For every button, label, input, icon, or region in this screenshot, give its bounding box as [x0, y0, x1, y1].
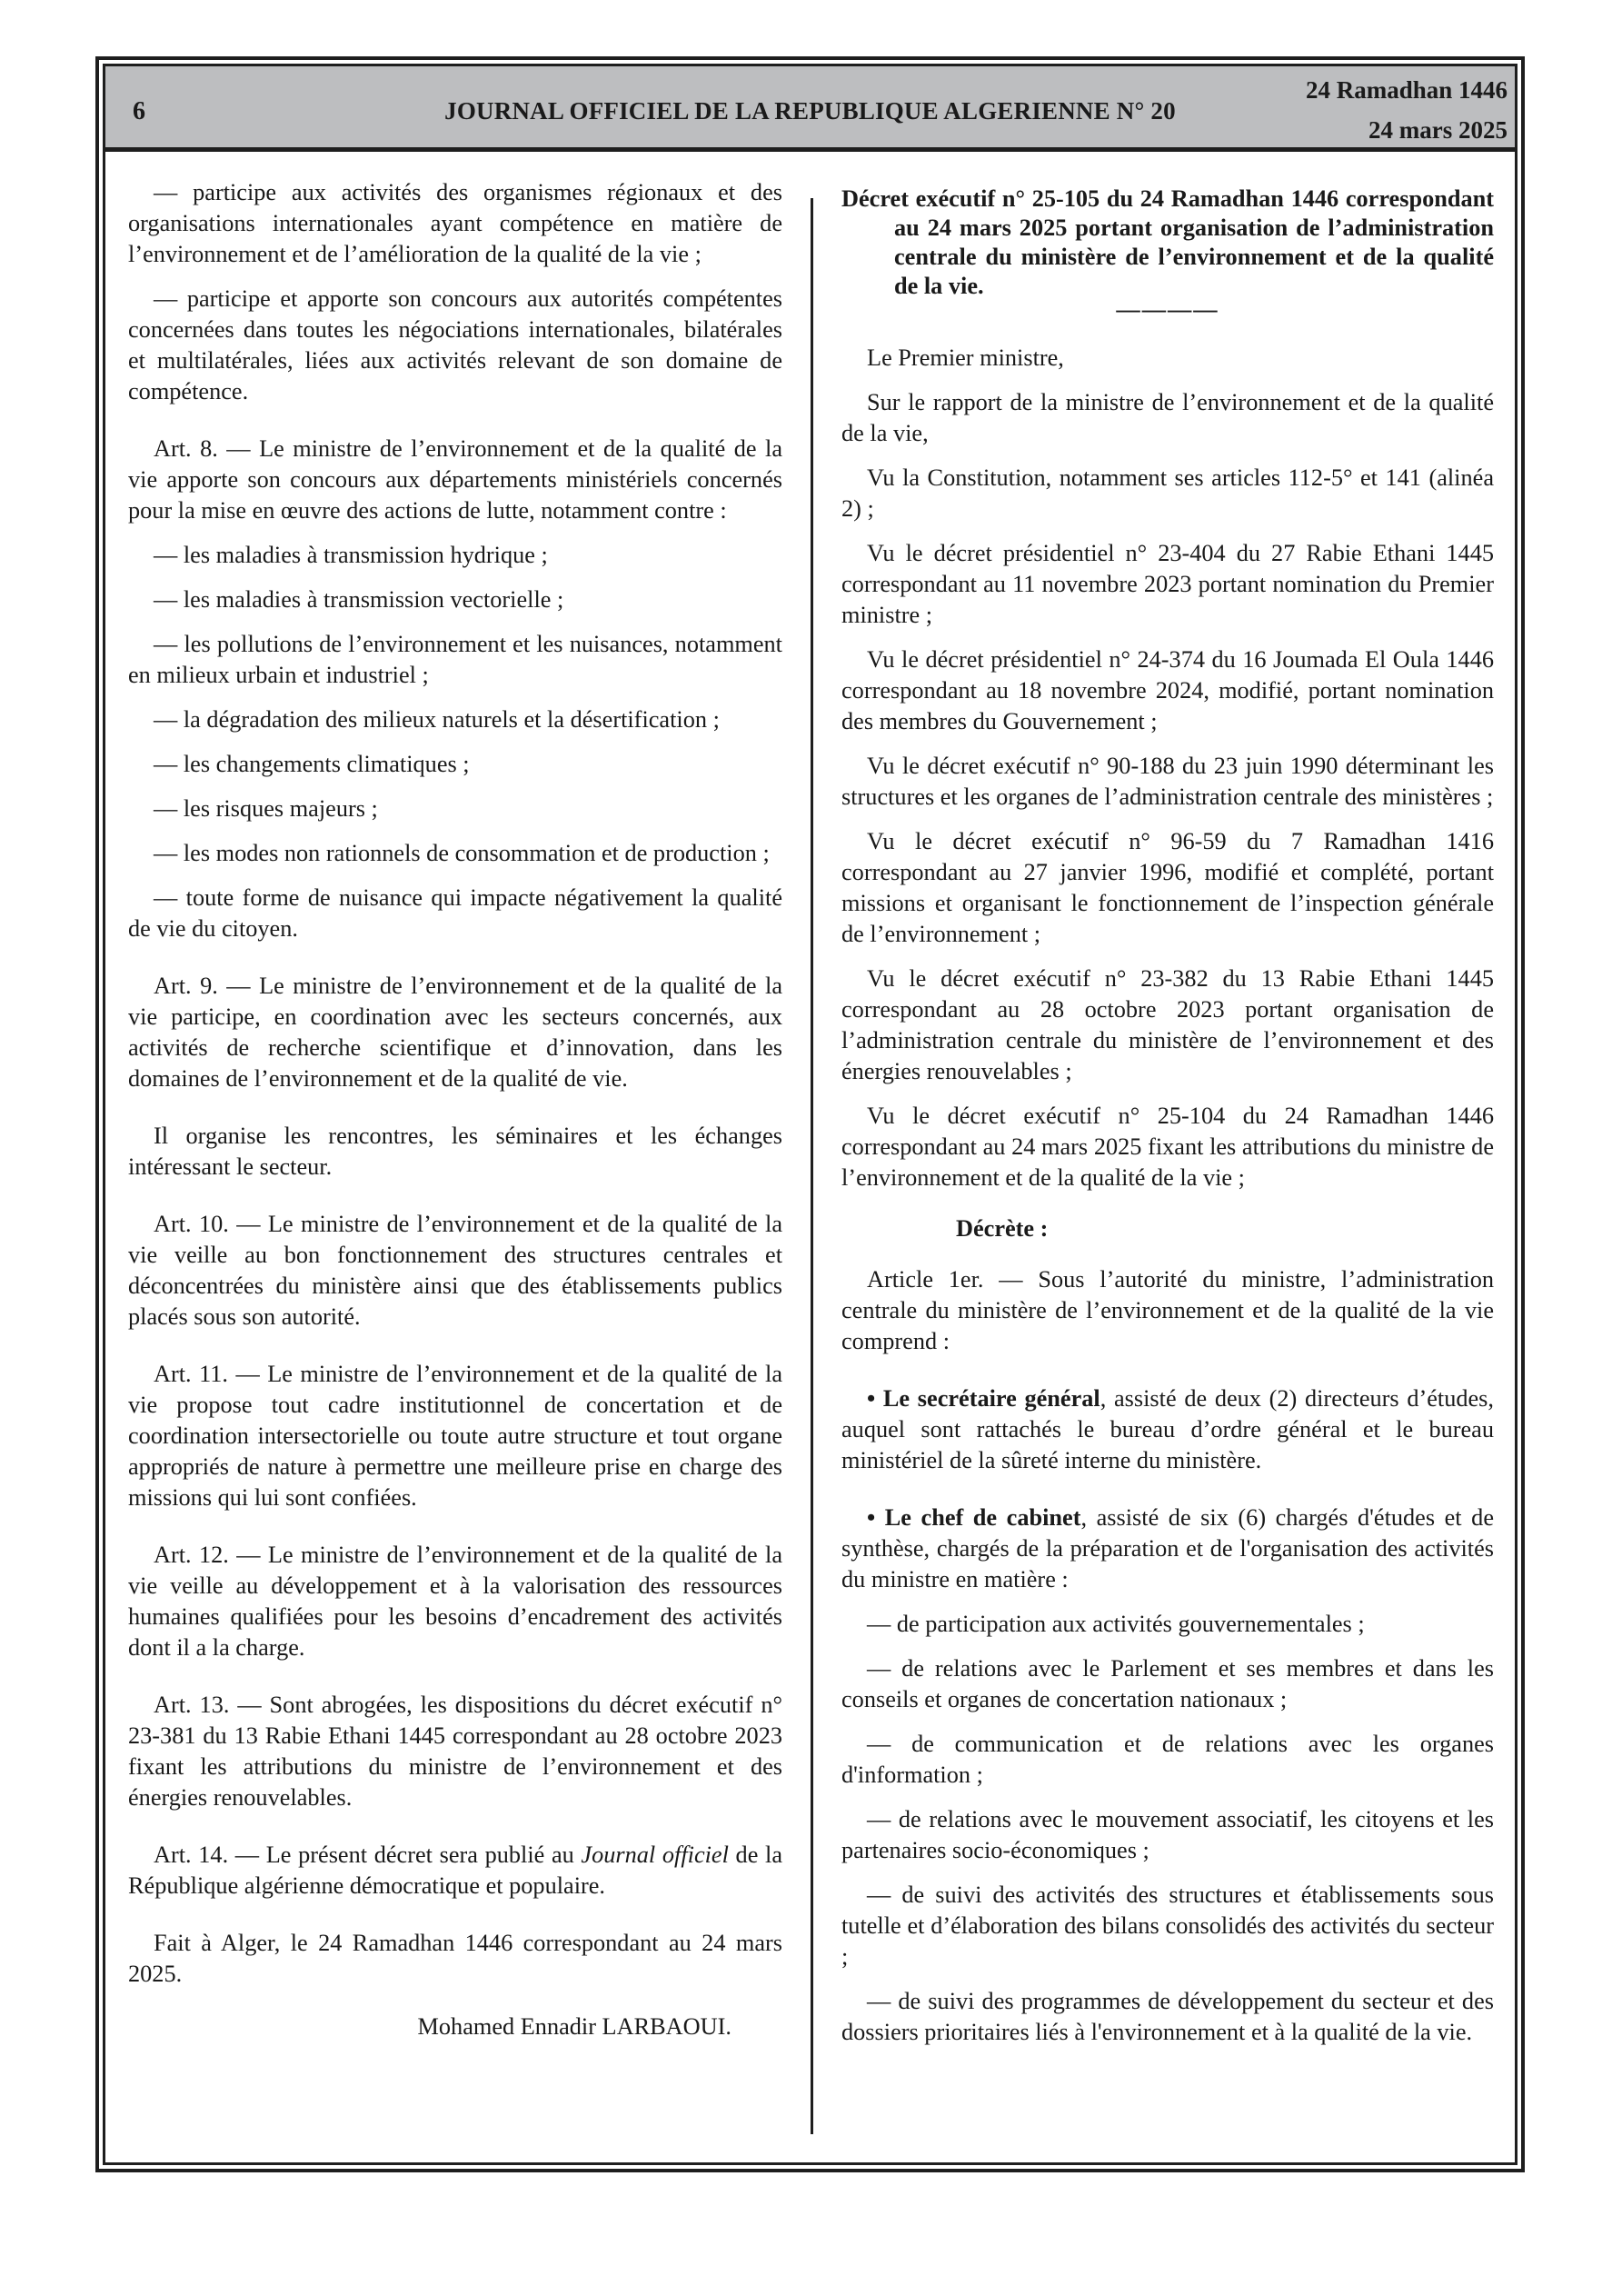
article-9-paragraph-2: Il organise les rencontres, les séminaires et les échanges intéressant le secteur.: [128, 1123, 782, 1180]
visa: Vu la Constitution, notamment ses articles 112-5° et 141 (alinéa 2) ;: [841, 464, 1494, 522]
premier-ministre: Le Premier ministre,: [867, 344, 1064, 371]
article-12: Art. 12. — Le ministre de l’environnement et de la qualité de la vie veille au développement et à la valorisation des ressources humaines qualifiées pour les besoins d’encadrement des activités dont il a la charge.: [128, 1542, 782, 1661]
signature: Mohamed Ennadir LARBAOUI.: [417, 2013, 731, 2040]
journal-officiel-reference: Journal officiel: [581, 1842, 729, 1868]
hijri-date: 24 Ramadhan 1446: [1305, 76, 1508, 104]
article-10: Art. 10. — Le ministre de l’environnement et de la qualité de la vie veille au bon fonctionnement des structures centrales et déconcentrées du ministère ainsi que des établissements publics placés sous son autorité.: [128, 1211, 782, 1330]
mission-item: — participe et apporte son concours aux autorités compétentes concernées dans toutes les négociations internationales, bilatérales et multilatérales, liées aux activités relevant de son domaine de compétence.: [128, 285, 782, 404]
gregorian-date: 24 mars 2025: [1368, 116, 1508, 144]
visa: Vu le décret exécutif n° 25-104 du 24 Ramadhan 1446 correspondant au 24 mars 2025 fixant les attributions du ministre de l’environnement et de la qualité de la vie ;: [841, 1103, 1494, 1191]
page-number: 6: [133, 97, 145, 125]
article-1: Article 1er. — Sous l’autorité du ministre, l’administration centrale du ministère de l’environnement et de la qualité de la vie comprend :: [841, 1266, 1494, 1354]
visa: Vu le décret exécutif n° 90-188 du 23 juin 1990 déterminant les structures et les organes de l’administration centrale des ministères ;: [841, 753, 1494, 810]
decree-title: Décret exécutif n° 25-105 du 24 Ramadhan 1446 correspondant au 24 mars 2025 portant organisation de l’administration centrale du ministère de l’environnement et de la qualité de la vie.: [841, 185, 1494, 299]
done-at: Fait à Alger, le 24 Ramadhan 1446 correspondant au 24 mars 2025.: [128, 1930, 782, 1987]
cabinet-item: — de relations avec le Parlement et ses membres et dans les conseils et organes de concertation nationaux ;: [841, 1655, 1494, 1712]
article-14: Art. 14. — Le présent décret sera publié au Journal officiel de la République algérienne démocratique et populaire.: [128, 1842, 783, 1899]
art8-item: — les maladies à transmission hydrique ;: [154, 542, 548, 568]
journal-header: [103, 64, 1518, 152]
art8-item: — toute forme de nuisance qui impacte négativement la qualité de vie du citoyen.: [128, 884, 782, 942]
right-column: [841, 177, 1494, 2061]
art8-item: — les risques majeurs ;: [154, 795, 378, 822]
article-8: Art. 8. — Le ministre de l’environnement et de la qualité de la vie apporte son concours aux départements ministériels concernés pour la mise en œuvre des actions de lutte, notamment contre :: [128, 435, 782, 524]
visa: Sur le rapport de la ministre de l’environnement et de la qualité de la vie,: [841, 389, 1494, 446]
left-column: [128, 177, 782, 2042]
cabinet-item: — de relations avec le mouvement associatif, les citoyens et les partenaires socio-économiques ;: [841, 1806, 1494, 1863]
cabinet-item: — de suivi des programmes de développement du secteur et des dossiers prioritaires liés à l'environnement et à la qualité de la vie.: [841, 1988, 1494, 2045]
cabinet-item: — de suivi des activités des structures et établissements sous tutelle et d’élaboration des bilans consolidés des activités du secteur ;: [841, 1882, 1494, 1970]
visa: Vu le décret présidentiel n° 23-404 du 27 Rabie Ethani 1445 correspondant au 11 novembre 2023 portant nomination du Premier ministre ;: [841, 540, 1494, 628]
art8-item: — les pollutions de l’environnement et les nuisances, notamment en milieux urbain et industriel ;: [128, 631, 782, 688]
article-11: Art. 11. — Le ministre de l’environnement et de la qualité de la vie propose tout cadre institutionnel de concertation et de coordination intersectorielle ou toute autre structure et tout organe appropriés de nature à permettre une meilleure prise en charge des missions qui lui sont confiées.: [128, 1361, 782, 1511]
visa: Vu le décret exécutif n° 23-382 du 13 Rabie Ethani 1445 correspondant au 28 octobre 2023 portant organisation de l’administration centrale du ministère de l’environnement et des énergies renouvelables ;: [841, 965, 1494, 1084]
mission-item: — participe aux activités des organismes régionaux et des organisations internationales ayant compétence en matière de l’environnement et de l’amélioration de la qualité de la vie ;: [128, 179, 782, 267]
cabinet-item: — de communication et de relations avec les organes d'information ;: [841, 1731, 1494, 1788]
chef-de-cabinet: • Le chef de cabinet, assisté de six (6) chargés d'études et de synthèse, chargés de la préparation et de l'organisation des activités du ministre en matière :: [841, 1504, 1494, 1592]
visa: Vu le décret exécutif n° 96-59 du 7 Ramadhan 1416 correspondant au 27 janvier 1996, modifié et complété, portant missions et organisant le fonctionnement de l’inspection générale de l’environnement ;: [841, 828, 1494, 947]
issue-date: [1306, 70, 1508, 150]
art8-item: — la dégradation des milieux naturels et la désertification ;: [154, 706, 720, 733]
cabinet-item: — de participation aux activités gouvernementales ;: [867, 1611, 1365, 1637]
visa: Vu le décret présidentiel n° 24-374 du 16 Joumada El Oula 1446 correspondant au 18 novembre 2024, modifié, portant nomination des membres du Gouvernement ;: [841, 646, 1494, 734]
art8-item: — les modes non rationnels de consommation et de production ;: [154, 840, 770, 866]
column-divider: [811, 198, 813, 2134]
title-separator: ————: [1116, 296, 1219, 323]
journal-title: JOURNAL OFFICIEL DE LA REPUBLIQUE ALGERIENNE N° 20: [444, 97, 1176, 125]
art8-item: — les changements climatiques ;: [154, 751, 470, 777]
article-13: Art. 13. — Sont abrogées, les dispositions du décret exécutif n° 23-381 du 13 Rabie Ethani 1445 correspondant au 28 octobre 2023 fixant les attributions du ministre de l’environnement et des énergies renouvelables.: [128, 1692, 782, 1811]
decrete-heading: Décrète :: [956, 1215, 1049, 1242]
article-9: Art. 9. — Le ministre de l’environnement et de la qualité de la vie participe, en coordination avec les secteurs concernés, aux activités de recherche scientifique et d’innovation, dans les domaines de l’environnement et de la qualité de vie.: [128, 973, 782, 1092]
secretaire-general: • Le secrétaire général, assisté de deux (2) directeurs d’études, auquel sont rattachés le bureau d’ordre général et le bureau ministériel de la sûreté interne du ministère.: [841, 1385, 1494, 1473]
art8-item: — les maladies à transmission vectorielle ;: [154, 586, 564, 613]
